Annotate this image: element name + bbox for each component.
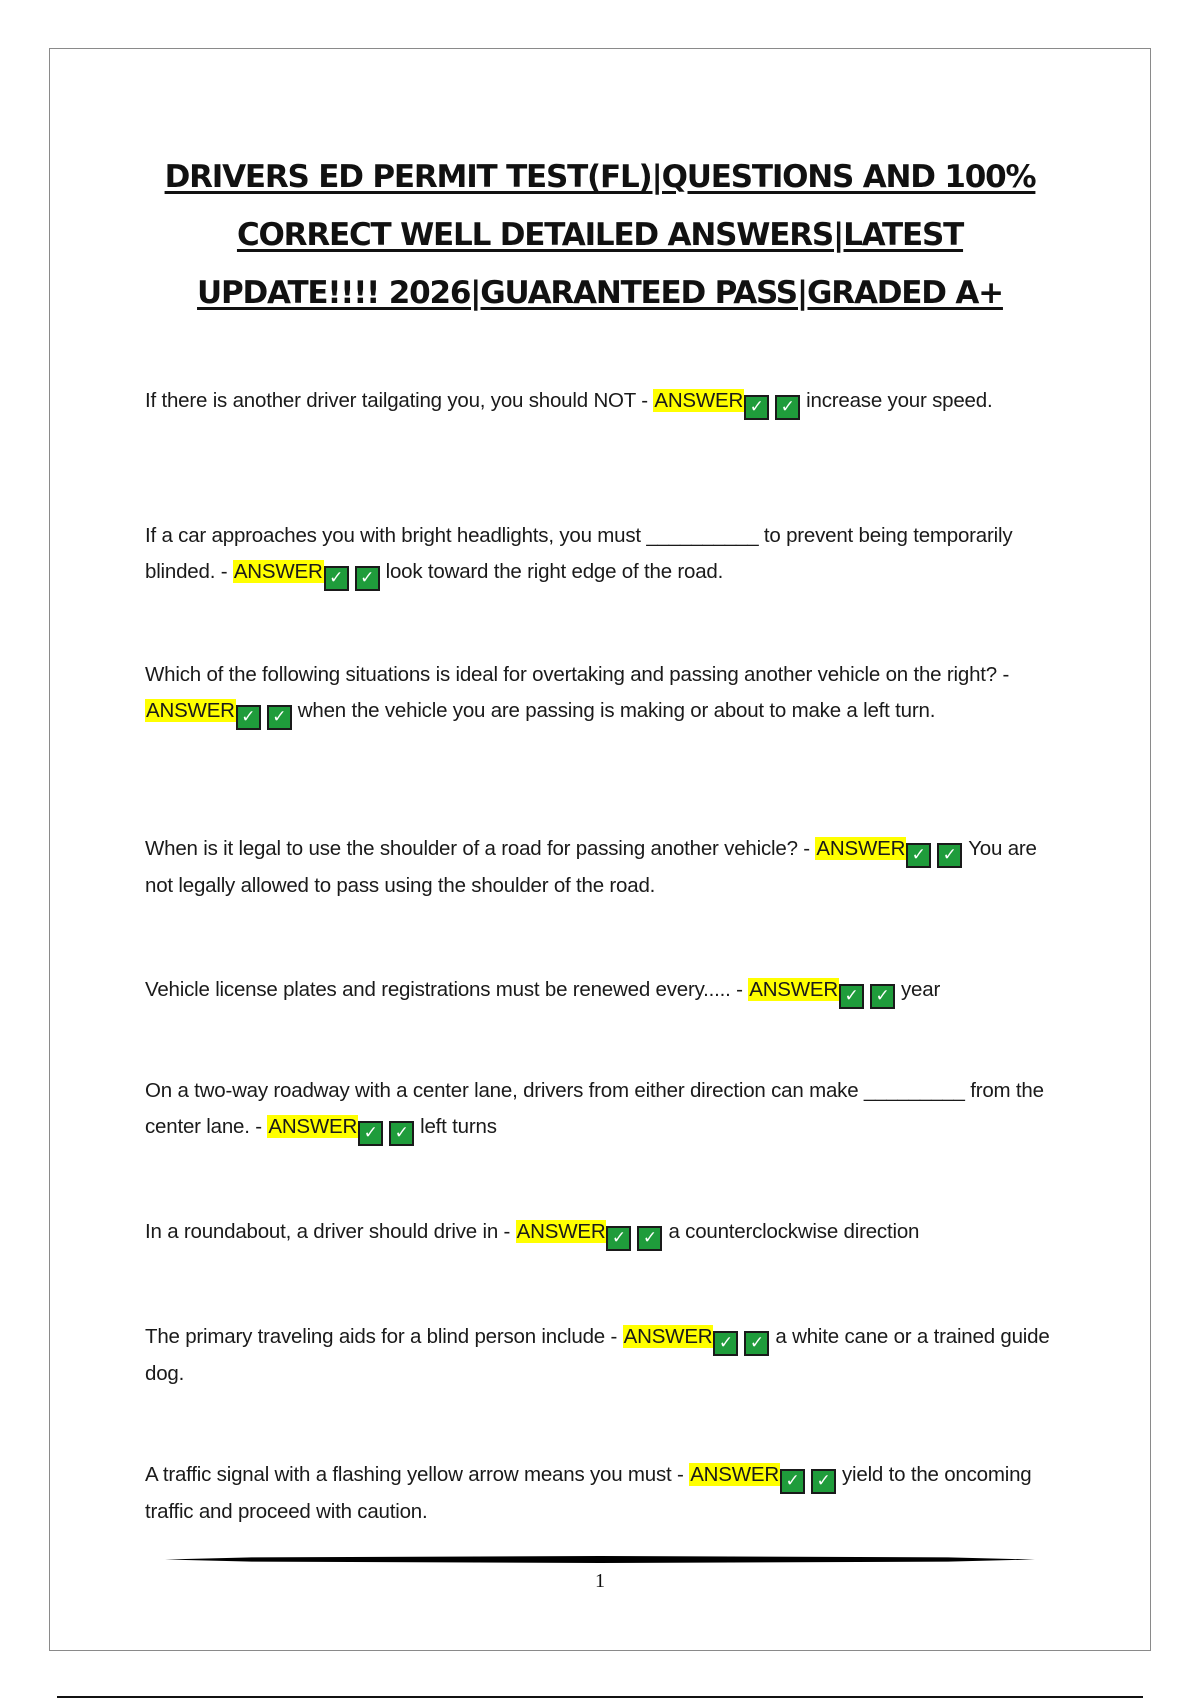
check-icon: ✓ [324,566,349,591]
document-title [0,148,1200,322]
check-icon: ✓ [775,395,800,420]
qa-item [145,1457,1060,1530]
check-icon: ✓ [811,1469,836,1494]
question-text: A traffic signal with a flashing yellow arrow means you must - [145,1463,690,1486]
check-icon: ✓ [937,843,962,868]
answer-label: ANSWER [749,978,838,1001]
answer-text: You are not legally allowed to pass using the shoulder of the road. [145,837,1037,897]
answer-label: ANSWER [268,1115,358,1138]
check-icon: ✓ [744,395,769,420]
check-icon: ✓ [236,705,261,730]
answer-text: left turns [420,1115,497,1138]
answer-text: yield to the oncoming traffic and proceed with caution. [145,1463,1032,1523]
answer-label: ANSWER [516,1220,606,1243]
check-icon: ✓ [355,566,380,591]
qa-item [145,383,1060,420]
check-icon: ✓ [267,705,292,730]
question-text: Which of the following situations is ideal for overtaking and passing another vehicle on the right? - [145,663,1010,686]
answer-text: a counterclockwise direction [668,1220,920,1243]
title-line-3: UPDATE!!!! 2026|GUARANTEED PASS|GRADED A+ [197,275,1003,311]
qa-item [145,1214,1060,1251]
question-text: If a car approaches you with bright headlights, you must __________ to prevent being temporarily blinded. - [145,524,1013,583]
question-text: On a two-way roadway with a center lane, drivers from either direction can make _________ from the center lane. - [145,1079,1044,1138]
answer-label: ANSWER [654,389,744,412]
title-line-2: CORRECT WELL DETAILED ANSWERS|LATEST [236,217,964,253]
question-text: Vehicle license plates and registrations must be renewed every..... - [145,978,749,1001]
answer-label: ANSWER [623,1325,713,1348]
check-icon: ✓ [839,984,864,1009]
answer-label: ANSWER [690,1463,779,1486]
title-line-1: DRIVERS ED PERMIT TEST(FL)|QUESTIONS AND 100% [164,159,1036,195]
check-icon: ✓ [906,843,931,868]
page-number: 1 [595,1570,605,1592]
question-text: The primary traveling aids for a blind person include - [145,1325,623,1348]
qa-item [145,1073,1060,1146]
check-icon: ✓ [606,1226,631,1251]
qa-item [145,657,1060,730]
question-text: If there is another driver tailgating you, you should NOT - [145,389,654,412]
check-icon: ✓ [389,1121,414,1146]
question-text: When is it legal to use the shoulder of a road for passing another vehicle? - [145,837,816,860]
answer-text: when the vehicle you are passing is making or about to make a left turn. [297,699,936,722]
qa-item [145,518,1060,591]
check-icon: ✓ [637,1226,662,1251]
answer-text: a white cane or a trained guide dog. [145,1325,1050,1385]
qa-item [145,1319,1060,1392]
answer-label: ANSWER [816,837,906,860]
check-icon: ✓ [780,1469,805,1494]
answer-label: ANSWER [233,560,323,583]
answer-text: increase your speed. [806,389,993,412]
answer-text: year [901,978,941,1001]
page-bottom-divider [57,1696,1143,1698]
qa-item [145,972,1060,1009]
check-icon: ✓ [870,984,895,1009]
check-icon: ✓ [713,1331,738,1356]
check-icon: ✓ [744,1331,769,1356]
answer-text: look toward the right edge of the road. [385,560,724,583]
answer-label: ANSWER [146,699,235,722]
check-icon: ✓ [358,1121,383,1146]
question-text: In a roundabout, a driver should drive in - [145,1220,516,1243]
qa-item [145,831,1060,904]
